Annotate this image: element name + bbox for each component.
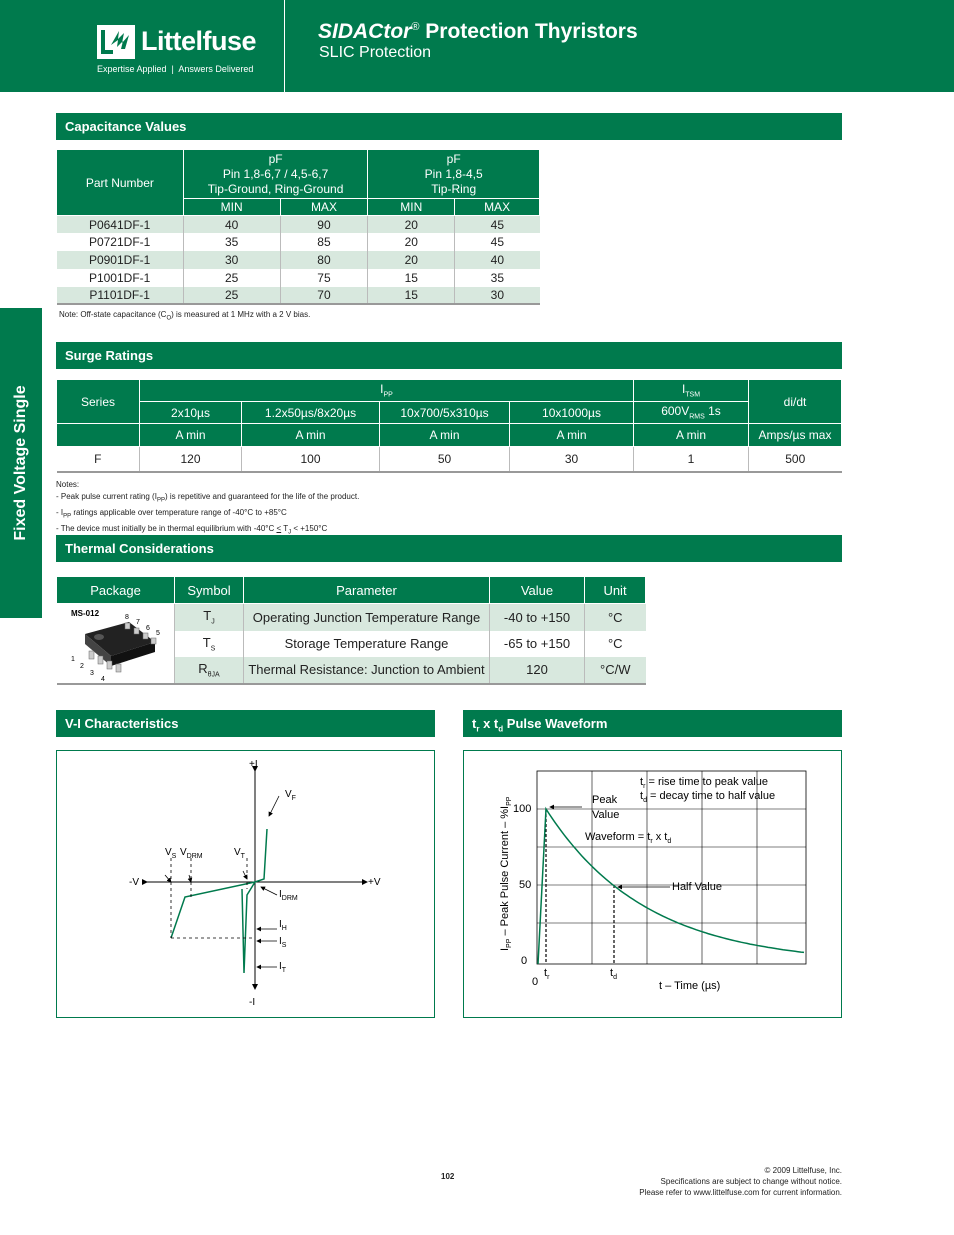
col-min: MIN <box>183 199 280 216</box>
unit-cell: A min <box>380 424 510 447</box>
table-row <box>57 604 646 631</box>
part-number-cell: P0901DF-1 <box>57 251 184 269</box>
y-axis-label: $I_{PP}$ – Peak Pulse Current – $\%I_{PP}$ <box>499 796 513 951</box>
tick-0: 0 <box>521 955 528 967</box>
tick-50: 50 <box>519 879 532 891</box>
col-600v: $600V_{RMS}$ 1s <box>634 402 749 424</box>
value-cell: 45 <box>490 235 504 250</box>
brand-tagline: Expertise Applied | Answers Delivered <box>97 64 254 74</box>
axis-label-minus-i: -I <box>249 997 256 1008</box>
table-row <box>57 233 540 251</box>
unit-cell: A min <box>140 424 242 447</box>
axis-label-minus-v: -V <box>129 877 139 888</box>
col-didt: di/dt <box>749 380 842 424</box>
value-cell: 40 <box>183 216 280 234</box>
table-row <box>57 287 540 305</box>
unit-cell: Amps/µs max <box>749 424 842 447</box>
peak-label-1: Peak <box>592 794 618 806</box>
col-value: Value <box>490 577 585 604</box>
littelfuse-logo-icon <box>97 25 135 59</box>
value-cell: 90 <box>280 216 368 234</box>
waveform-label: Waveform = $t_r$ x $t_d$ <box>585 831 672 845</box>
axis-label-plus-i: +I <box>249 759 258 770</box>
ms012-package-icon <box>57 604 173 682</box>
footer-text: © 2009 Littelfuse, Inc. Specifications are subject to change without notice. Please refer to www.littelfuse.com for current information. <box>639 1166 842 1197</box>
value-cell: 35 <box>183 233 280 251</box>
value-cell: 20 <box>368 216 455 234</box>
cell: 30 <box>510 447 634 472</box>
package-image <box>57 604 175 684</box>
legend-tr: $t_r$ = rise time to peak value <box>640 776 768 790</box>
value-cell: 25 <box>183 287 280 305</box>
side-tab: Fixed Voltage Single <box>0 308 42 618</box>
col-itsm: $I_{TSM}$ <box>634 380 749 402</box>
thermal-table <box>56 576 646 685</box>
value-cell: 85 <box>280 233 368 251</box>
col-group-tip-ground: pF Pin 1,8-6,7 / 4,5-6,7 Tip-Ground, Ring-Ground <box>183 150 368 199</box>
value-cell: 20 <box>368 233 455 251</box>
axis-label-plus-v: +V <box>368 877 381 888</box>
value-cell: 35 <box>490 270 504 285</box>
param-cell: Operating Junction Temperature Range <box>244 604 490 631</box>
package-label: MS-012 <box>70 609 99 619</box>
pin-label: 8 <box>124 614 129 622</box>
value-cell: 15 <box>368 269 455 287</box>
value-cell: 45 <box>490 217 504 232</box>
label-is: $I_S$ <box>279 936 287 949</box>
col-wave: 10x1000µs <box>510 402 634 424</box>
vi-section-title: V-I Characteristics <box>56 710 435 737</box>
pin-label: 1 <box>70 656 75 664</box>
value-cell: 30 <box>183 251 280 269</box>
pulse-waveform-diagram <box>464 751 840 1016</box>
half-value-label: Half Value <box>672 881 722 893</box>
value-cell: -65 to +150 <box>490 631 585 657</box>
value-cell: 25 <box>183 269 280 287</box>
value-cell: 40 <box>490 252 504 267</box>
page-title: SIDACtor® Protection Thyristors <box>318 20 638 43</box>
peak-label-2: Value <box>592 809 620 821</box>
table-row <box>57 447 842 472</box>
col-package: Package <box>57 577 175 604</box>
value-cell: 20 <box>368 251 455 269</box>
surge-table <box>56 379 842 473</box>
unit-cell: A min <box>634 424 749 447</box>
table-row <box>57 251 540 269</box>
legend-td: $t_d$ = decay time to half value <box>640 790 776 804</box>
cell: 100 <box>242 447 380 472</box>
col-wave: 10x700/5x310µs <box>380 402 510 424</box>
label-vdrm: $V_{DRM}$ <box>180 847 203 860</box>
value-cell: 120 <box>490 657 585 684</box>
symbol-cell: $T_S$ <box>175 631 244 657</box>
label-it: $I_T$ <box>279 961 287 974</box>
vi-curve-diagram <box>57 751 433 1016</box>
surge-notes: Notes: - Peak pulse current rating $(I_{PP})$ is repetitive and guaranteed for the life of the product. - $I_{PP}$ ratings applicable over temperature range of -40°C to +85°C - The device must initially be in thermal equilibrium with $-40^\circ C < T_J < +150^\circ C$ <box>56 480 360 536</box>
unit-cell: A min <box>242 424 380 447</box>
label-vf: $V_F$ <box>285 789 296 802</box>
param-cell: Storage Temperature Range <box>244 631 490 657</box>
cell: 500 <box>785 451 806 466</box>
col-wave: 2x10µs <box>140 402 242 424</box>
value-cell: 30 <box>490 288 504 303</box>
symbol-cell: $R_{\theta JA}$ <box>175 657 244 684</box>
pin-label: 5 <box>155 630 160 638</box>
unit-cell: °C <box>607 609 623 625</box>
cell: 120 <box>140 447 242 472</box>
part-number-cell: P1001DF-1 <box>57 269 184 287</box>
pin-label: 3 <box>89 670 94 678</box>
tick-tr: $t_r$ <box>544 967 550 981</box>
capacitance-note: Note: Off-state capacitance $(C_O)$ is measured at 1 MHz with a 2 V bias. <box>59 310 311 322</box>
value-cell: 70 <box>280 287 368 305</box>
table-row <box>57 269 540 287</box>
pulse-diagram-frame <box>463 750 842 1018</box>
thermal-section-title: Thermal Considerations <box>56 535 842 562</box>
x-origin: 0 <box>532 976 539 988</box>
pin-label: 6 <box>145 625 150 633</box>
value-cell: 15 <box>368 287 455 305</box>
col-unit: Unit <box>585 577 646 604</box>
capacitance-section-title: Capacitance Values <box>56 113 842 140</box>
col-group-tip-ring: pF Pin 1,8-4,5 Tip-Ring <box>368 150 540 199</box>
label-idrm: $I_{DRM}$ <box>279 889 298 902</box>
capacitance-table <box>56 149 540 305</box>
part-number-cell: P0721DF-1 <box>57 233 184 251</box>
pin-label: 7 <box>135 619 140 627</box>
page-header <box>0 0 954 92</box>
table-row <box>57 216 540 234</box>
col-symbol: Symbol <box>175 577 244 604</box>
cell: F <box>57 447 140 472</box>
unit-cell: °C <box>607 636 623 651</box>
col-min: MIN <box>368 199 455 216</box>
cell: 1 <box>634 447 749 472</box>
col-part-number: Part Number <box>57 150 184 216</box>
unit-cell: A min <box>510 424 634 447</box>
label-ih: $I_H$ <box>279 919 287 932</box>
pin-label: 4 <box>100 676 105 683</box>
vi-diagram-frame <box>56 750 435 1018</box>
col-parameter: Parameter <box>244 577 490 604</box>
col-wave: 1.2x50µs/8x20µs <box>242 402 380 424</box>
param-cell: Thermal Resistance: Junction to Ambient <box>244 657 490 684</box>
col-ipp: $I_{PP}$ <box>140 380 634 402</box>
brand-name: Littelfuse <box>141 26 257 56</box>
value-cell: 80 <box>280 251 368 269</box>
pulse-section-title: $t_r$ x $t_d$ Pulse Waveform <box>463 710 842 737</box>
page-subtitle: SLIC Protection <box>319 44 432 61</box>
col-series: Series <box>57 380 140 424</box>
page-number: 102 <box>441 1172 455 1181</box>
col-max: MAX <box>280 199 368 216</box>
value-cell: -40 to +150 <box>490 604 585 631</box>
tick-100: 100 <box>513 803 532 815</box>
surge-section-title: Surge Ratings <box>56 342 842 369</box>
symbol-cell: $T_J$ <box>175 604 244 631</box>
label-vs: $V_S$ <box>165 847 177 860</box>
value-cell: 75 <box>280 269 368 287</box>
col-max: MAX <box>455 199 540 216</box>
part-number-cell: P0641DF-1 <box>57 216 184 234</box>
pin-label: 2 <box>79 663 84 671</box>
x-axis-label: t – Time (µs) <box>659 980 721 992</box>
label-vt: $V_T$ <box>234 847 245 860</box>
tick-td: $t_d$ <box>610 967 617 981</box>
cell: 50 <box>380 447 510 472</box>
unit-cell: °C/W <box>600 662 631 677</box>
part-number-cell: P1101DF-1 <box>57 287 184 305</box>
